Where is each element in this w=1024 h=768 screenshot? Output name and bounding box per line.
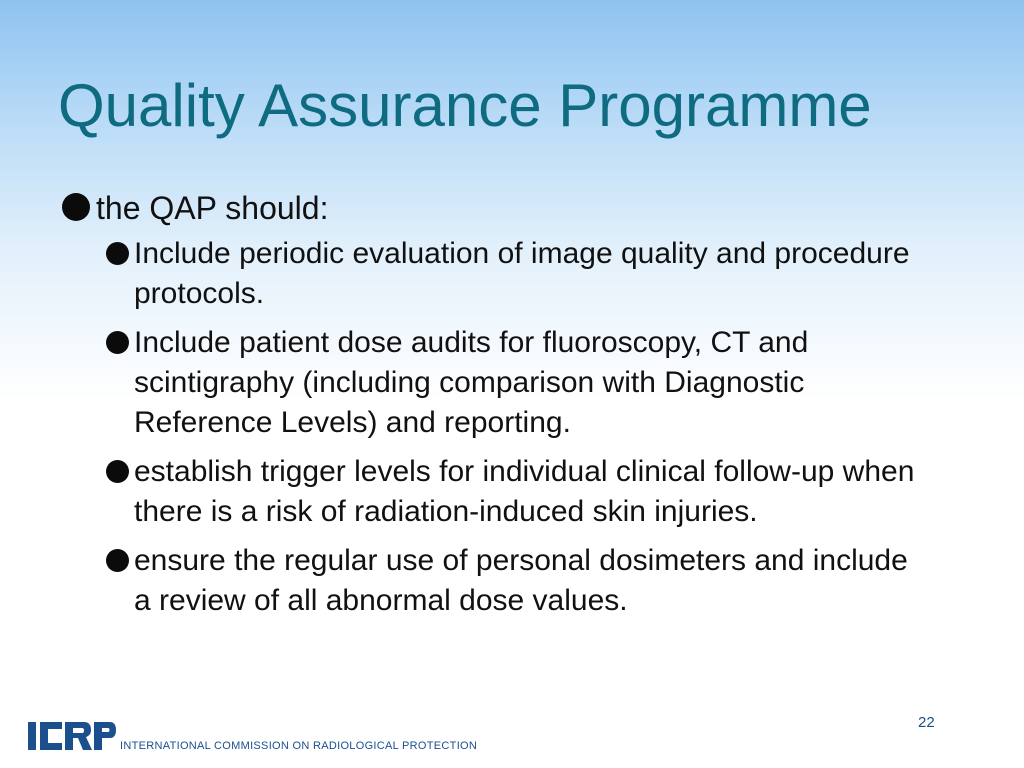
sub-bullet — [110, 541, 924, 621]
sub-bullet — [110, 234, 924, 314]
sub-bullet-text: Include periodic evaluation of image quality and procedure protocols. — [134, 237, 910, 310]
bullet-dot-icon — [106, 331, 129, 354]
bullet-dot-icon — [62, 193, 90, 221]
sub-bullet-text: establish trigger levels for individual clinical follow-up when there is a risk of radiation-induced skin injuries. — [134, 455, 915, 528]
main-bullet — [60, 186, 960, 230]
sub-bullet — [110, 452, 924, 532]
sub-bullet-list — [60, 234, 960, 621]
sub-bullet — [110, 323, 924, 443]
slide-title: Quality Assurance Programme — [58, 72, 872, 139]
page-number: 22 — [918, 714, 935, 731]
icrp-logo — [28, 722, 116, 750]
main-bullet-text: the QAP should: — [96, 190, 329, 226]
bullet-dot-icon — [106, 460, 129, 483]
bullet-dot-icon — [106, 549, 129, 572]
slide-content — [60, 186, 960, 630]
bullet-dot-icon — [106, 242, 129, 265]
sub-bullet-text: Include patient dose audits for fluoroscopy, CT and scintigraphy (including comparison with Diagnostic Reference Levels) and reporting. — [134, 326, 809, 439]
organization-name: INTERNATIONAL COMMISSION ON RADIOLOGICAL PROTECTION — [120, 740, 478, 752]
sub-bullet-text: ensure the regular use of personal dosimeters and include a review of all abnormal dose values. — [134, 544, 908, 617]
